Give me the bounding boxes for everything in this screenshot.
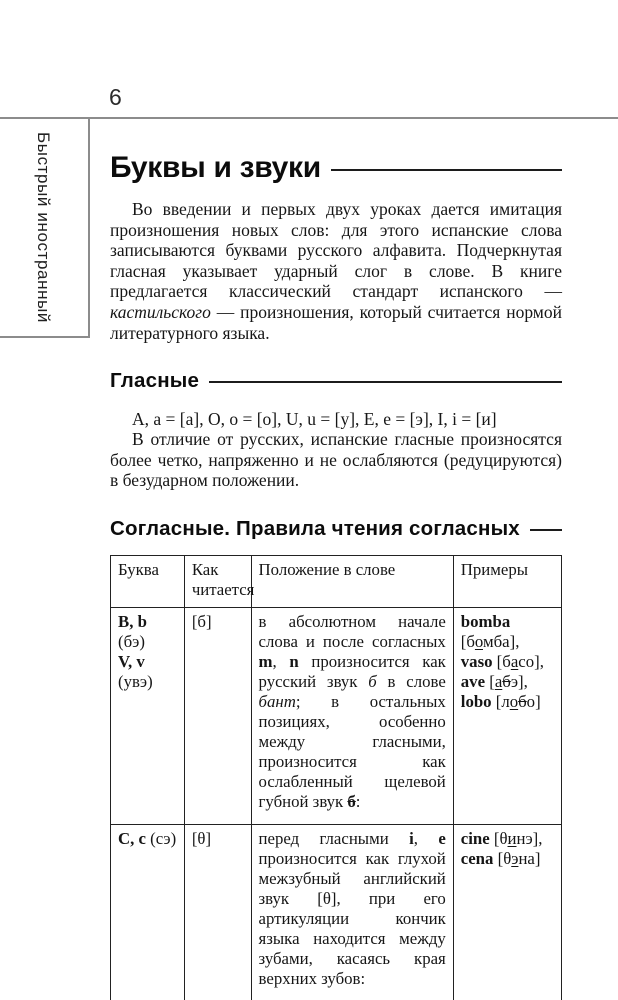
column-header-position: Положение в слове	[251, 555, 453, 607]
consonants-heading-row	[110, 518, 562, 541]
column-header-letter: Буква	[111, 555, 185, 607]
vowel-formula: A, a = [а], O, o = [о], U, u = [у], E, e = [э], I, i = [и]	[132, 408, 497, 429]
column-header-reading: Как читается	[184, 555, 251, 607]
examples-cell: cine [θинэ], cena [θэна]	[453, 824, 561, 1000]
sidebar-tab	[0, 117, 90, 338]
vowel-note-paragraph: В отличие от русских, испанские гласные произносятся более четко, напряженно и не ослабляются (редуцируются) в безударном положении.	[110, 429, 562, 491]
reading-cell: [θ]	[184, 824, 251, 1000]
vowels-heading: Гласные	[110, 369, 200, 393]
consonants-heading-rule	[530, 529, 562, 531]
consonants-heading: Согласные. Правила чтения согласных	[110, 517, 520, 541]
table-header-row	[111, 555, 562, 607]
page-number: 6	[109, 84, 122, 110]
table-row	[111, 824, 562, 1000]
consonant-rules-table	[110, 555, 562, 1000]
column-header-examples: Примеры	[453, 555, 561, 607]
intro-paragraph: Во введении и первых двух уроках дается имитация произношения новых слов: для этого испанские слова записываются буквами русского алфавита. Подчеркнутая гласная указывает ударный слог в слове. В книге предлагается классический стандарт испанского — кастильского — произношения, который считается нормой литературного языка.	[110, 199, 562, 343]
vowels-heading-rule	[209, 381, 562, 383]
letter-cell: B, b (бэ) V, v (увэ)	[111, 607, 185, 824]
table-row	[111, 607, 562, 824]
chapter-title-row	[110, 151, 562, 184]
vowels-heading-row	[110, 370, 562, 393]
chapter-title-rule	[331, 169, 562, 171]
sidebar-tab-label: Быстрый иностранный	[34, 132, 53, 323]
examples-cell: bomba [бомба], vaso [басо], ave [абэ], lobo [лобо]	[453, 607, 561, 824]
reading-cell: [б]	[184, 607, 251, 824]
position-cell: перед гласными i, e произносится как глухой межзубный английский звук [θ], при его артикуляции кончик языка находится между зубами, касаясь края верхних зубов:	[251, 824, 453, 1000]
position-cell: в абсолютном начале слова и после согласных m, n произносится как русский звук б в слове бант; в остальных позициях, особенно между гласными, произносится как ослабленный щелевой губной звук б:	[251, 607, 453, 824]
page-content	[110, 119, 562, 1000]
letter-cell: C, c (сэ)	[111, 824, 185, 1000]
chapter-title: Буквы и звуки	[110, 151, 321, 184]
